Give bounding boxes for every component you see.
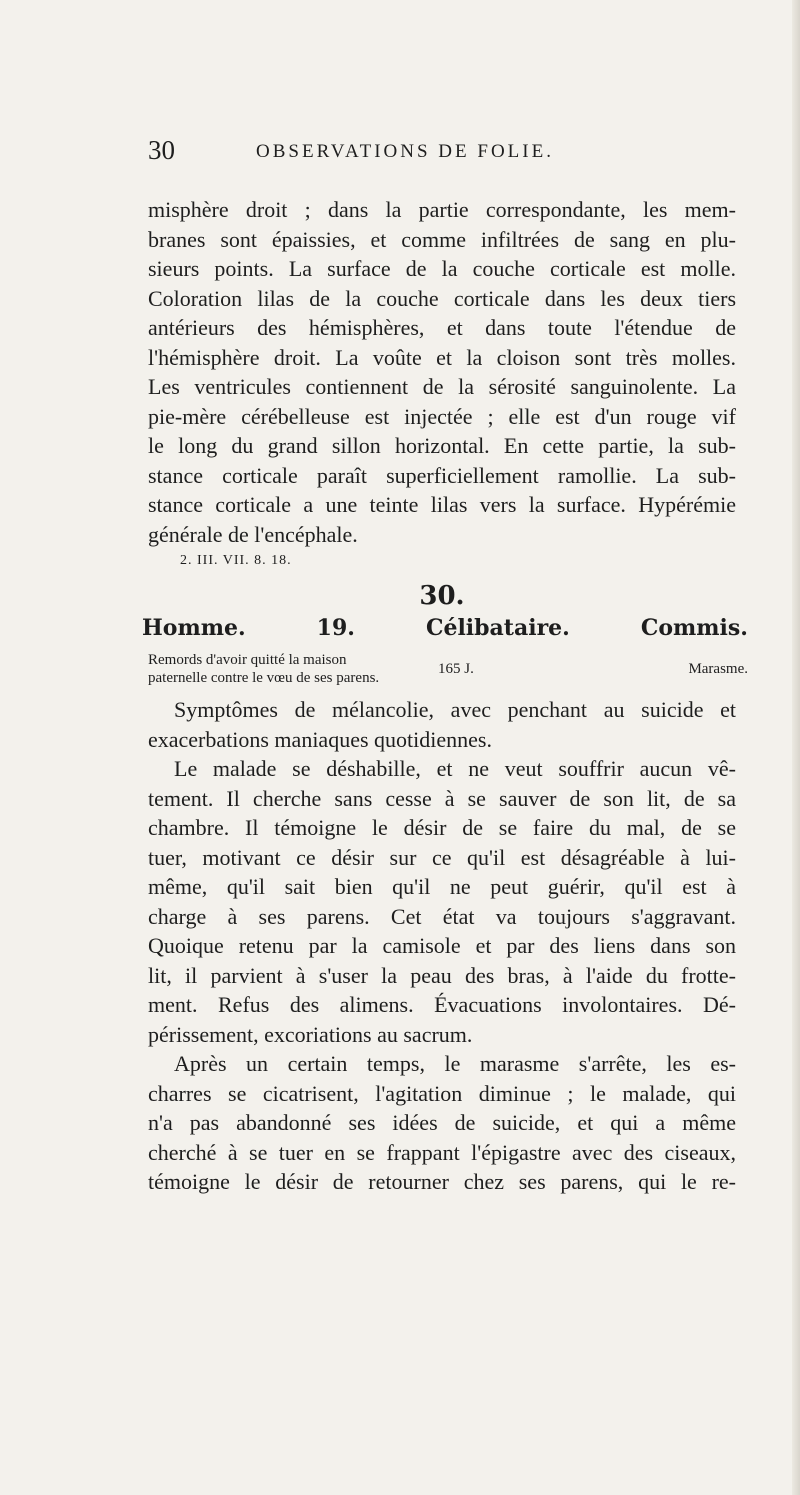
page-edge [792, 0, 800, 1495]
case-cause-line: paternelle contre le vœu de ses parens. [148, 670, 380, 686]
text-line: n'a pas abandonné ses idées de suicide, et qui a même [148, 1110, 736, 1135]
case-profession: Commis. [640, 615, 748, 641]
case-number: 30. [419, 581, 465, 611]
text-line: Quoique retenu par la camisole et par des liens dans son [148, 933, 736, 958]
paragraph-progress [148, 1049, 736, 1197]
text-line: charge à ses parens. Cet état va toujours s'aggravant. [148, 903, 736, 929]
running-title: OBSERVATIONS DE FOLIE. [256, 141, 554, 162]
text-line: pie-mère cérébelleuse est injectée ; elle est d'un rouge vif [148, 403, 736, 429]
text-line: le long du grand sillon horizontal. En cette partie, la sub- [148, 433, 736, 458]
text-line: branes sont épaissies, et comme infiltrées de sang en plu- [148, 226, 736, 252]
text-line: misphère droit ; dans la partie correspondante, les mem- [148, 197, 736, 222]
page-header [148, 135, 708, 175]
text-line: Le malade se déshabille, et ne veut souffrir aucun vê- [174, 756, 736, 781]
text-line: Symptômes de mélancolie, avec penchant au suicide et [174, 697, 736, 722]
text-line: stance corticale paraît superficiellement ramollie. La sub- [148, 462, 736, 488]
paragraph-symptoms [148, 695, 736, 754]
text-line: l'hémisphère droit. La voûte et la cloison sont très molles. [148, 344, 736, 370]
case-outcome: Marasme. [688, 661, 748, 677]
case-status: Célibataire. [425, 615, 570, 641]
case-age: 19. [316, 615, 355, 641]
text-line: tuer, motivant ce désir sur ce qu'il est désagréable à lui- [148, 844, 736, 870]
text-line: chambre. Il témoigne le désir de se faire du mal, de se [148, 815, 736, 840]
case-sex: Homme. [142, 615, 246, 641]
text-line: exacerbations maniaques quotidiennes. [148, 726, 492, 752]
paragraph-behaviour [148, 754, 736, 1049]
page-body [142, 195, 748, 1197]
text-line: stance corticale a une teinte lilas vers la surface. Hypérémie [148, 492, 736, 517]
case-duration: 165 J. [438, 661, 474, 677]
text-line: ment. Refus des alimens. Évacuations involontaires. Dé- [148, 992, 736, 1017]
date-record: 2. III. VII. 8. 18. [180, 553, 292, 568]
text-line: lit, il parvient à s'user la peau des bras, à l'aide du frotte- [148, 962, 736, 988]
text-line: sieurs points. La surface de la couche corticale est molle. [148, 256, 736, 281]
case-cause-line: Remords d'avoir quitté la maison [148, 652, 347, 668]
text-line: même, qu'il sait bien qu'il ne peut guérir, qu'il est à [148, 874, 736, 899]
text-line: générale de l'encéphale. [148, 521, 358, 547]
paragraph-autopsy [148, 195, 736, 549]
text-line: témoigne le désir de retourner chez ses parens, qui le re- [148, 1169, 736, 1194]
text-line: Les ventricules contiennent de la sérosité sanguinolente. La [148, 374, 736, 399]
text-line: antérieurs des hémisphères, et dans toute l'étendue de [148, 315, 736, 340]
text-line: Coloration lilas de la couche corticale dans les deux tiers [148, 285, 736, 311]
case-details-row [148, 651, 748, 695]
text-line: cherché à se tuer en se frappant l'épigastre avec des ciseaux, [148, 1139, 736, 1165]
text-line: Après un certain temps, le marasme s'arrête, les es- [174, 1051, 736, 1076]
case-cause [148, 651, 379, 687]
page-number: 30 [148, 135, 175, 165]
text-line: charres se cicatrisent, l'agitation diminue ; le malade, qui [148, 1080, 736, 1106]
case-summary-row [142, 613, 748, 643]
text-line: périssement, excoriations au sacrum. [148, 1021, 473, 1047]
text-line: tement. Il cherche sans cesse à se sauver de son lit, de sa [148, 785, 736, 811]
